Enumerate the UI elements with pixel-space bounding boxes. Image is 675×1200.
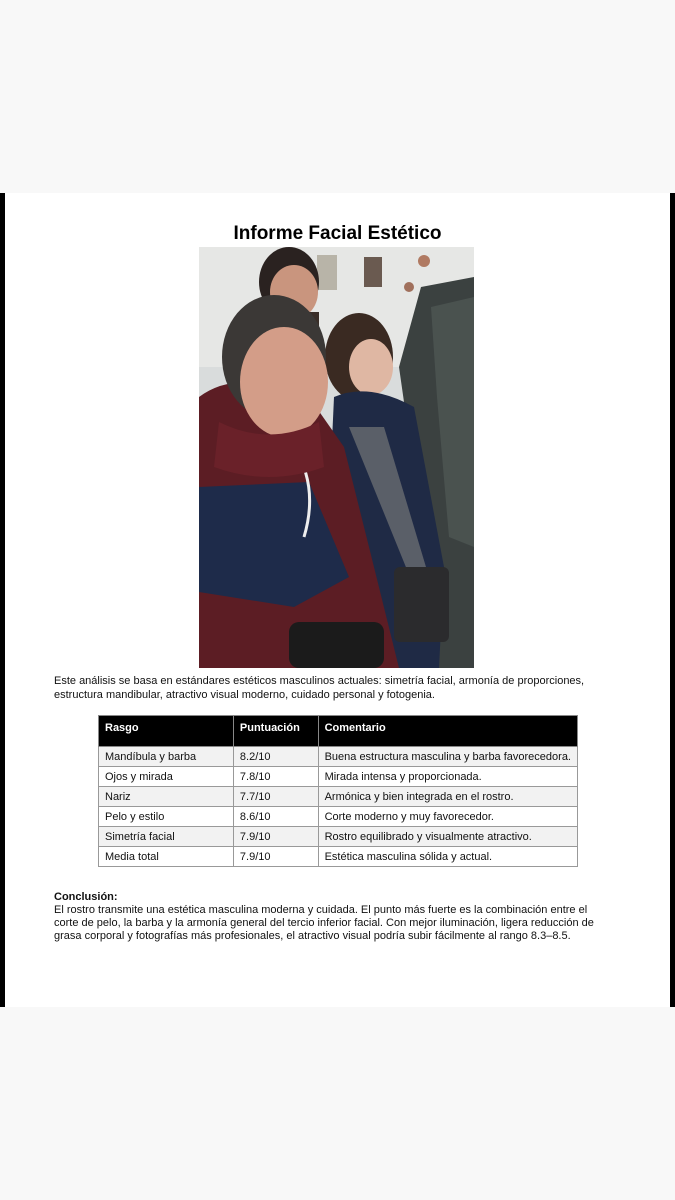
table-header-row — [99, 716, 578, 747]
table-row — [99, 807, 578, 827]
cell-comentario: Mirada intensa y proporcionada. — [318, 767, 577, 787]
cell-puntuacion: 7.9/10 — [233, 827, 318, 847]
header-puntuacion: Puntuación — [233, 716, 318, 747]
cell-puntuacion: 7.7/10 — [233, 787, 318, 807]
conclusion-heading: Conclusión: — [54, 891, 118, 903]
table-row — [99, 747, 578, 767]
cell-rasgo: Mandíbula y barba — [99, 747, 234, 767]
table-row — [99, 767, 578, 787]
cell-puntuacion: 7.9/10 — [233, 847, 318, 867]
cell-rasgo: Nariz — [99, 787, 234, 807]
header-comentario: Comentario — [318, 716, 577, 747]
cell-comentario: Corte moderno y muy favorecedor. — [318, 807, 577, 827]
cell-rasgo: Ojos y mirada — [99, 767, 234, 787]
table-row — [99, 827, 578, 847]
scores-table — [98, 715, 578, 867]
page-border-right — [670, 193, 675, 1007]
cell-puntuacion: 8.2/10 — [233, 747, 318, 767]
header-rasgo: Rasgo — [99, 716, 234, 747]
table-row — [99, 847, 578, 867]
photo-illustration — [199, 247, 474, 668]
cell-rasgo: Simetría facial — [99, 827, 234, 847]
conclusion-text: El rostro transmite una estética masculina moderna y cuidada. El punto más fuerte es la combinación entre el corte de pelo, la barba y la armonía general del tercio inferior facial. Con mejor iluminación, ligera reducción de grasa corporal y fotografías más profesionales, el atractivo visual podría subir fácilmente al rango 8.3–8.5. — [54, 904, 594, 942]
cell-comentario: Rostro equilibrado y visualmente atractivo. — [318, 827, 577, 847]
cell-rasgo: Pelo y estilo — [99, 807, 234, 827]
table-row — [99, 787, 578, 807]
report-photo — [199, 247, 474, 668]
cell-comentario: Armónica y bien integrada en el rostro. — [318, 787, 577, 807]
intro-paragraph: Este análisis se basa en estándares estéticos masculinos actuales: simetría facial, armonía de proporciones, estructura mandibular, atractivo visual moderno, cuidado personal y fotogenia. — [54, 675, 585, 701]
cell-comentario: Estética masculina sólida y actual. — [318, 847, 577, 867]
cell-puntuacion: 7.8/10 — [233, 767, 318, 787]
cell-puntuacion: 8.6/10 — [233, 807, 318, 827]
page-border-left — [0, 193, 5, 1007]
report-title: Informe Facial Estético — [233, 223, 442, 244]
cell-comentario: Buena estructura masculina y barba favorecedora. — [318, 747, 577, 767]
conclusion-section — [54, 891, 614, 943]
document-page — [0, 193, 675, 1007]
cell-rasgo: Media total — [99, 847, 234, 867]
